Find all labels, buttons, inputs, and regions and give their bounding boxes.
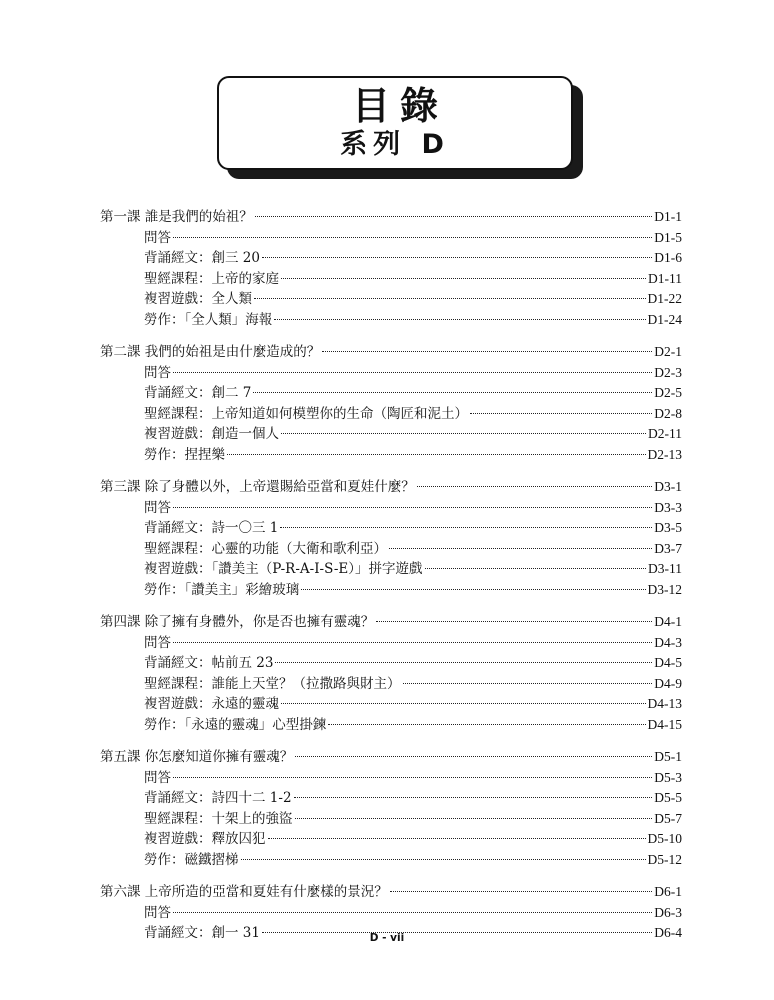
lesson-heading-page: D4-1 [654,614,682,629]
dot-leader [227,454,646,455]
lesson-item-label: 勞作：「全人類」海報 [144,311,273,328]
lesson-item-label: 問答 [144,769,171,786]
lesson-item-label: 勞作：「永遠的靈魂」心型掛鍊 [144,716,327,733]
lesson-item-label: 背誦經文：創一 31 [144,925,260,941]
lesson-item[interactable] [100,422,682,443]
page-title: 目錄 [351,84,448,128]
lesson-item-page: D2-3 [654,364,682,380]
lesson-heading[interactable] [100,610,682,631]
dot-leader [390,891,652,892]
lesson-item-page: D3-5 [654,520,682,535]
dot-leader [301,589,645,590]
lesson-item-page: D1-5 [654,229,682,245]
lesson-item-page: D4-15 [647,716,682,732]
lesson-item[interactable] [100,578,682,599]
lesson-heading-page: D1-1 [654,209,682,224]
lesson-item-label: 聖經課程：上帝知道如何模塑你的生命（陶匠和泥土） [144,405,468,422]
lesson-item[interactable] [100,631,682,652]
lesson-heading[interactable] [100,745,682,766]
dot-leader [281,703,646,704]
lesson-item[interactable] [100,226,682,247]
lesson-item-page: D1-24 [647,311,682,327]
lesson-heading[interactable] [100,880,682,901]
lesson-heading[interactable] [100,205,682,226]
lesson-heading[interactable] [100,340,682,361]
dot-leader [281,433,646,434]
lesson-item-label: 複習遊戲：釋放囚犯 [144,831,266,847]
lesson-item[interactable] [100,443,682,464]
lesson-item[interactable] [100,651,682,672]
lesson-item-label: 背誦經文：創三 20 [144,250,260,266]
lesson-item-page: D1-22 [647,291,682,306]
dot-leader [389,548,652,549]
lesson-item[interactable] [100,402,682,423]
title-box [217,76,573,170]
dot-leader [173,372,652,373]
lesson-heading-page: D3-1 [654,479,682,494]
page-subtitle: 系列 D [340,129,450,160]
lesson-item-label: 勞作：捏捏樂 [144,446,225,463]
lesson-heading[interactable] [100,475,682,496]
dot-leader [425,568,647,569]
lesson-item[interactable] [100,848,682,869]
dot-leader [403,683,653,684]
lesson-item[interactable] [100,713,682,734]
dot-leader [173,642,652,643]
lesson-item-label: 聖經課程：誰能上天堂？（拉撒路與財主） [144,675,401,692]
lesson-item[interactable] [100,557,682,578]
dot-leader [328,724,645,725]
lesson-item[interactable] [100,672,682,693]
lesson-item[interactable] [100,308,682,329]
lesson-item-page: D5-10 [647,831,682,846]
lesson-item-label: 勞作：磁鐵摺梯 [144,851,239,868]
lesson-item[interactable] [100,381,682,402]
lesson-item[interactable] [100,287,682,308]
lesson-item-page: D5-7 [654,810,682,826]
lesson-heading-label: 第二課 我們的始祖是由什麼造成的？ [100,344,321,360]
dot-leader [274,319,645,320]
lesson-item-page: D5-3 [654,769,682,785]
lesson-item-page: D2-13 [647,446,682,462]
dot-leader [255,216,652,217]
lesson-item[interactable] [100,361,682,382]
lesson-item-page: D1-6 [654,250,682,265]
lesson-item-label: 聖經課程：十架上的強盜 [144,810,293,827]
dot-leader [173,777,652,778]
lesson-block [100,610,682,733]
lesson-block [100,475,682,598]
lesson-item-page: D5-5 [654,790,682,805]
lesson-item-page: D4-9 [654,675,682,691]
dot-leader [241,859,646,860]
dot-leader [281,278,646,279]
lesson-item[interactable] [100,692,682,713]
lesson-heading-label: 第六課 上帝所造的亞當和夏娃有什麼樣的景況？ [100,884,388,900]
lesson-block [100,205,682,328]
lesson-item[interactable] [100,807,682,828]
lesson-item-label: 問答 [144,904,171,921]
dot-leader [470,413,652,414]
dot-leader [294,797,653,798]
lesson-item-page: D3-11 [648,561,682,576]
lesson-item-page: D3-12 [647,581,682,597]
lesson-item-page: D1-11 [648,270,682,286]
lesson-item-page: D3-7 [654,540,682,556]
lesson-item-page: D2-5 [654,385,682,400]
lesson-heading-page: D2-1 [654,344,682,359]
lesson-item-label: 問答 [144,229,171,246]
lesson-item-page: D3-3 [654,499,682,515]
lesson-item[interactable] [100,766,682,787]
lesson-heading-label: 第四課 除了擁有身體外，你是否也擁有靈魂？ [100,614,375,630]
dot-leader [173,912,652,913]
dot-leader [173,237,652,238]
title-box-frame [217,76,573,170]
lesson-item[interactable] [100,516,682,537]
dot-leader [322,351,652,352]
lesson-item-label: 背誦經文：帖前五 23 [144,655,274,671]
lesson-item-label: 背誦經文：詩四十二 1-2 [144,790,292,806]
lesson-heading-page: D6-1 [654,884,682,899]
lesson-item-label: 勞作：「讚美主」彩繪玻璃 [144,581,300,598]
dot-leader [295,756,652,757]
lesson-item[interactable] [100,246,682,267]
lesson-heading-label: 第五課 你怎麼知道你擁有靈魂？ [100,749,294,765]
lesson-item[interactable] [100,537,682,558]
lesson-item[interactable] [100,786,682,807]
lesson-item-page: D4-5 [654,655,682,670]
lesson-item-label: 背誦經文：創二 7 [144,385,252,401]
lesson-item[interactable] [100,267,682,288]
lesson-item-label: 聖經課程：心靈的功能（大衛和歌利亞） [144,540,387,557]
lesson-item-label: 複習遊戲：「讚美主（P-R-A-I-S-E）」拼字遊戲 [144,561,423,577]
dot-leader [262,257,652,258]
lesson-item-page: D5-12 [647,851,682,867]
lesson-heading-label: 第三課 除了身體以外，上帝還賜給亞當和夏娃什麼？ [100,479,415,495]
lesson-item-label: 問答 [144,364,171,381]
lesson-heading-page: D5-1 [654,749,682,764]
lesson-item-label: 聖經課程：上帝的家庭 [144,270,279,287]
lesson-heading-label: 第一課 誰是我們的始祖？ [100,209,253,225]
lesson-item[interactable] [100,901,682,922]
lesson-item-page: D4-13 [647,696,682,711]
dot-leader [268,838,646,839]
dot-leader [417,486,652,487]
lesson-item-page: D6-4 [654,925,682,940]
lesson-block [100,340,682,463]
dot-leader [173,507,652,508]
dot-leader [280,527,652,528]
dot-leader [295,818,653,819]
lesson-item-label: 複習遊戲：創造一個人 [144,426,279,442]
table-of-contents [100,205,682,954]
dot-leader [376,621,652,622]
lesson-item-page: D6-3 [654,904,682,920]
lesson-item[interactable] [100,827,682,848]
lesson-item-label: 背誦經文：詩一〇三 1 [144,520,279,536]
lesson-item-page: D2-11 [648,426,682,441]
dot-leader [275,662,652,663]
lesson-block [100,745,682,868]
lesson-item[interactable] [100,496,682,517]
lesson-item-label: 問答 [144,499,171,516]
lesson-item-page: D4-3 [654,634,682,650]
lesson-item-page: D2-8 [654,405,682,421]
lesson-item-label: 問答 [144,634,171,651]
dot-leader [253,392,652,393]
lesson-item-label: 複習遊戲：永遠的靈魂 [144,696,279,712]
dot-leader [254,298,646,299]
lesson-item-label: 複習遊戲：全人類 [144,291,252,307]
page-number: D - vii [369,932,405,944]
